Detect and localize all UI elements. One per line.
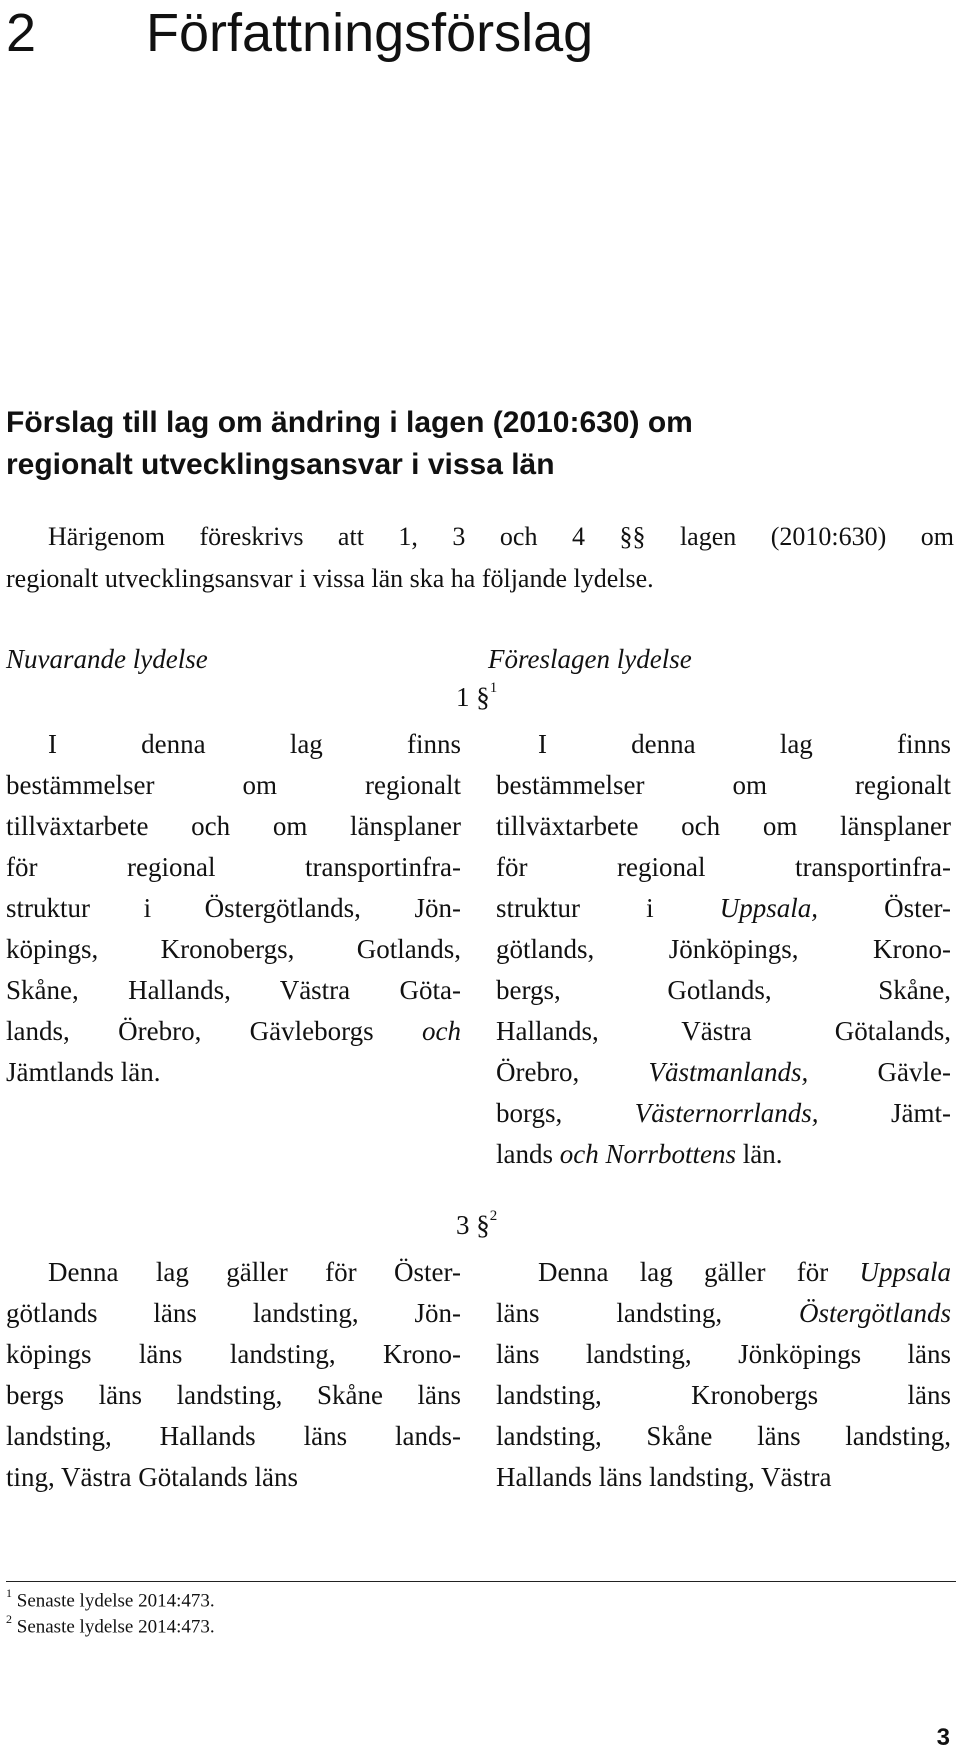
text-segment: tillväxtarbete och om länsplaner <box>6 811 461 841</box>
footnote-number: 2 <box>6 1612 12 1626</box>
text-segment: I denna lag finns <box>48 729 461 759</box>
text-line <box>496 1093 951 1134</box>
text-segment: Örebro, <box>496 1057 649 1087</box>
italic-text: Östergötlands <box>722 1298 951 1328</box>
text-line <box>6 1334 461 1375</box>
section-1-label <box>456 682 497 713</box>
text-segment: lands, Örebro, Gävleborgs <box>6 1016 423 1046</box>
footnote-ref: 1 <box>489 680 498 696</box>
text-line <box>496 1252 951 1293</box>
text-line <box>6 1375 461 1416</box>
text-line <box>6 1011 461 1052</box>
proposal-title-line: regionalt utvecklingsansvar i vissa län <box>6 448 555 481</box>
intro-paragraph <box>6 516 954 600</box>
intro-line: Härigenom föreskrivs att 1, 3 och 4 §§ lagen (2010:630) om <box>48 522 954 551</box>
italic-text: och Norrbottens <box>559 1139 737 1169</box>
section-3-current <box>6 1252 461 1498</box>
text-line <box>496 847 951 888</box>
text-segment: län. <box>736 1139 783 1169</box>
text-segment: läns landsting, Jönköpings läns <box>496 1339 951 1369</box>
text-line <box>6 1252 461 1293</box>
text-line <box>496 929 951 970</box>
text-segment: borgs, <box>496 1098 635 1128</box>
text-segment: köpings, Kronobergs, Gotlands, <box>6 934 461 964</box>
chapter-title: Författningsförslag <box>146 3 594 63</box>
text-segment: bergs, Gotlands, Skåne, <box>496 975 951 1005</box>
section-1-proposed <box>496 724 951 1175</box>
text-segment: tillväxtarbete och om länsplaner <box>496 811 951 841</box>
footnote-2 <box>6 1614 215 1638</box>
text-segment: Hallands läns landsting, Västra <box>496 1462 832 1492</box>
text-line <box>6 724 461 765</box>
text-line <box>496 1052 951 1093</box>
text-line <box>496 1011 951 1052</box>
footnote-number: 1 <box>6 1586 12 1600</box>
proposal-title-line: Förslag till lag om ändring i lagen (2010:630) om <box>6 406 693 439</box>
text-line <box>496 1375 951 1416</box>
footnote-text: Senaste lydelse 2014:473. <box>16 1616 215 1638</box>
text-segment: götlands, Jönköpings, Krono- <box>496 934 951 964</box>
text-segment: landsting, Skåne läns landsting, <box>496 1421 951 1451</box>
italic-text: Västernorrlands, <box>634 1098 819 1128</box>
text-segment: bestämmelser om regionalt <box>6 770 461 800</box>
section-3-label <box>456 1210 497 1241</box>
text-segment: ting, Västra Götalands läns <box>6 1462 298 1492</box>
text-segment: köpings läns landsting, Krono- <box>6 1339 461 1369</box>
section-label: 1 § <box>456 682 490 712</box>
text-segment: läns landsting, <box>496 1298 723 1328</box>
italic-text: Västmanlands, <box>648 1057 809 1087</box>
text-line <box>496 1457 951 1498</box>
text-segment: götlands läns landsting, Jön- <box>6 1298 461 1328</box>
text-line <box>6 1052 461 1093</box>
section-3-proposed <box>496 1252 951 1498</box>
text-segment: Gävle- <box>808 1057 951 1087</box>
text-line <box>6 765 461 806</box>
text-line <box>496 1293 951 1334</box>
text-line <box>496 1334 951 1375</box>
text-segment: Denna lag gäller för <box>538 1257 860 1287</box>
section-label: 3 § <box>456 1210 490 1240</box>
italic-text: Uppsala, <box>719 893 818 923</box>
text-segment: bergs läns landsting, Skåne läns <box>6 1380 461 1410</box>
text-line <box>6 929 461 970</box>
text-line <box>496 888 951 929</box>
text-segment: Denna lag gäller för Öster- <box>48 1257 461 1287</box>
text-segment: för regional transportinfra- <box>496 852 951 882</box>
text-line <box>496 970 951 1011</box>
text-line <box>496 806 951 847</box>
italic-text: och <box>422 1016 461 1046</box>
proposal-title <box>6 402 946 486</box>
text-segment: struktur i Östergötlands, Jön- <box>6 893 461 923</box>
text-line <box>496 765 951 806</box>
text-segment: landsting, Kronobergs läns <box>496 1380 951 1410</box>
chapter-heading <box>6 2 593 64</box>
text-line <box>6 1457 461 1498</box>
text-line <box>6 1416 461 1457</box>
text-line <box>6 888 461 929</box>
text-segment: struktur i <box>496 893 720 923</box>
italic-text: Uppsala <box>859 1257 951 1287</box>
text-segment: I denna lag finns <box>538 729 951 759</box>
footnote-rule <box>6 1581 956 1582</box>
section-1-current <box>6 724 461 1093</box>
text-segment: Skåne, Hallands, Västra Göta- <box>6 975 461 1005</box>
footnote-text: Senaste lydelse 2014:473. <box>16 1590 215 1612</box>
page-number: 3 <box>936 1724 950 1751</box>
text-segment: landsting, Hallands läns lands- <box>6 1421 461 1451</box>
text-segment: för regional transportinfra- <box>6 852 461 882</box>
chapter-number: 2 <box>6 3 37 63</box>
text-line <box>496 724 951 765</box>
text-line <box>6 847 461 888</box>
footnote-ref: 2 <box>489 1208 498 1224</box>
current-column-heading: Nuvarande lydelse <box>6 644 208 674</box>
text-segment: Öster- <box>817 893 952 923</box>
proposed-column-heading: Föreslagen lydelse <box>488 644 692 674</box>
text-segment: Jämtlands län. <box>6 1057 161 1087</box>
text-segment: bestämmelser om regionalt <box>496 770 951 800</box>
footnote-1 <box>6 1588 215 1612</box>
text-segment: Jämt- <box>818 1098 951 1128</box>
text-line <box>6 806 461 847</box>
intro-line: regionalt utvecklingsansvar i vissa län ska ha följande lydelse. <box>6 564 654 593</box>
text-line <box>496 1416 951 1457</box>
text-line <box>6 970 461 1011</box>
text-segment: Hallands, Västra Götalands, <box>496 1016 951 1046</box>
text-line <box>6 1293 461 1334</box>
text-segment: lands <box>496 1139 560 1169</box>
text-line <box>496 1134 951 1175</box>
